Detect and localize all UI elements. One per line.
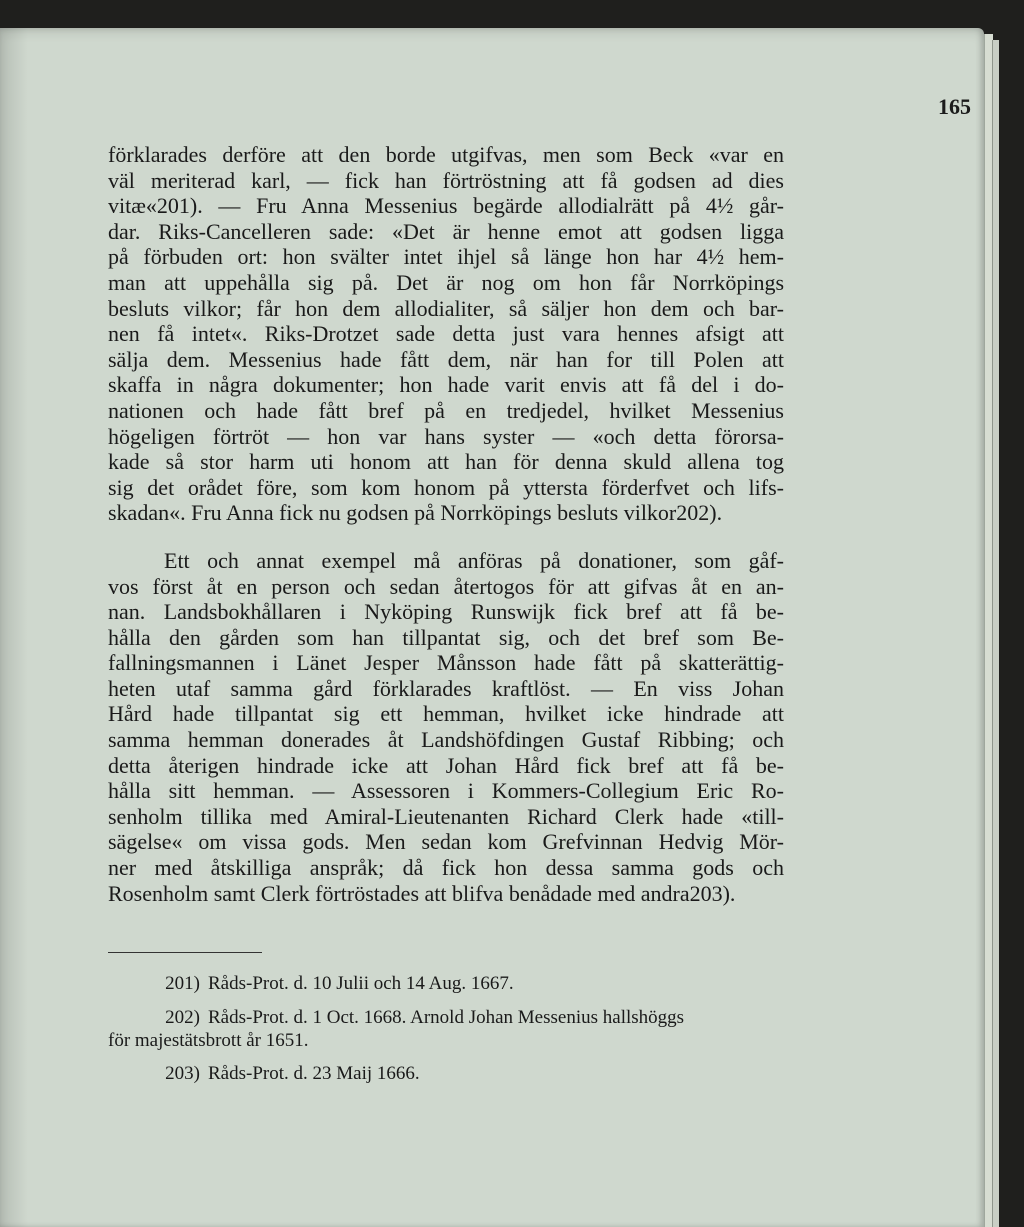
paragraph — [108, 142, 784, 526]
text-line: Hård hade tillpantat sig ett hemman, hvilket icke hindrade att — [108, 701, 784, 727]
text-line: nan. Landsbokhållaren i Nyköping Runswijk fick bref att få be- — [108, 599, 784, 625]
text-line: hålla sitt hemman. — Assessoren i Kommers-Collegium Eric Ro- — [108, 778, 784, 804]
text-line: vos först åt en person och sedan återtogos för att gifvas åt en an- — [108, 573, 784, 599]
text-line: vitæ«201). — Fru Anna Messenius begärde allodialrätt på 4½ går- — [108, 193, 784, 219]
footnote — [108, 972, 784, 996]
text-line: sälja dem. Messenius hade fått dem, när han for till Polen att — [108, 346, 784, 372]
text-line: senholm tillika med Amiral-Lieutenanten Richard Clerk hade «till- — [108, 803, 784, 829]
page-number: 165 — [938, 94, 971, 119]
footnote-number: 202) — [165, 1007, 200, 1028]
text-line: besluts vilkor; får hon dem allodialiter, så säljer hon dem och bar- — [108, 295, 784, 321]
text-line: hålla den gården som han tillpantat sig, och det bref som Be- — [108, 624, 784, 650]
text-line: nen få intet«. Riks-Drotzet sade detta just vara hennes afsigt att — [108, 321, 784, 347]
text-line: högeligen förtröt — hon var hans syster — «och detta förorsa- — [108, 423, 784, 449]
text-line: nationen och hade fått bref på en tredjedel, hvilket Messenius — [108, 397, 784, 423]
footnote-text: Råds-Prot. d. 23 Maij 1666. — [208, 1063, 420, 1084]
text-line: på förbuden ort: hon svälter intet ihjel så länge hon har 4½ hem- — [108, 244, 784, 270]
text-line: ner med åtskilliga anspråk; då fick hon dessa samma gods och — [108, 855, 784, 881]
text-line: samma hemman donerades åt Landshöfdingen Gustaf Ribbing; och — [108, 727, 784, 753]
footnote-text: Råds-Prot. d. 10 Julii och 14 Aug. 1667. — [208, 973, 514, 994]
text-line: kade så stor harm uti honom att han för denna skuld allena tog — [108, 449, 784, 475]
footnote-text: Råds-Prot. d. 1 Oct. 1668. Arnold Johan Messenius hallshöggs — [208, 1007, 685, 1028]
text-line: fallningsmannen i Länet Jesper Månsson hade fått på skatterättig- — [108, 650, 784, 676]
text-line: väl meriterad karl, — fick han förtröstning att få godsen ad dies — [108, 167, 784, 193]
text-line: skaffa in några dokumenter; hon hade varit envis att få del i do- — [108, 372, 784, 398]
text-line: förklarades derföre att den borde utgifvas, men som Beck «var en — [108, 142, 784, 167]
body-text — [108, 142, 784, 906]
footnote — [108, 1062, 784, 1086]
spine-shadow — [0, 28, 28, 1227]
text-line: skadan«. Fru Anna fick nu godsen på Norrköpings besluts vilkor202). — [108, 500, 723, 526]
text-line: sägelse« om vissa gods. Men sedan kom Grefvinnan Hedvig Mör- — [108, 829, 784, 855]
text-line: dar. Riks-Cancelleren sade: «Det är henne emot att godsen ligga — [108, 218, 784, 244]
text-line: sig det orådet före, som kom honom på yttersta förderfvet och lifs- — [108, 474, 784, 500]
footnote-divider — [108, 952, 262, 953]
text-line: Rosenholm samt Clerk förtröstades att blifva benådade med andra203). — [108, 880, 736, 906]
footnote-number: 201) — [165, 973, 200, 994]
footnote-continuation: för majestätsbrott år 1651. — [108, 1030, 309, 1051]
text-line: Ett och annat exempel må anföras på donationer, som gåf- — [164, 547, 784, 573]
footnotes — [108, 962, 784, 1086]
paragraph — [108, 548, 784, 906]
footnote — [108, 1006, 784, 1030]
text-line: detta återigen hindrade icke att Johan Hård fick bref att få be- — [108, 752, 784, 778]
text-line: man att uppehålla sig på. Det är nog om hon får Norrköpings — [108, 269, 784, 295]
footnote-number: 203) — [165, 1063, 200, 1084]
page-edge — [992, 40, 999, 1227]
text-line: heten utaf samma gård förklarades kraftlöst. — En viss Johan — [108, 675, 784, 701]
